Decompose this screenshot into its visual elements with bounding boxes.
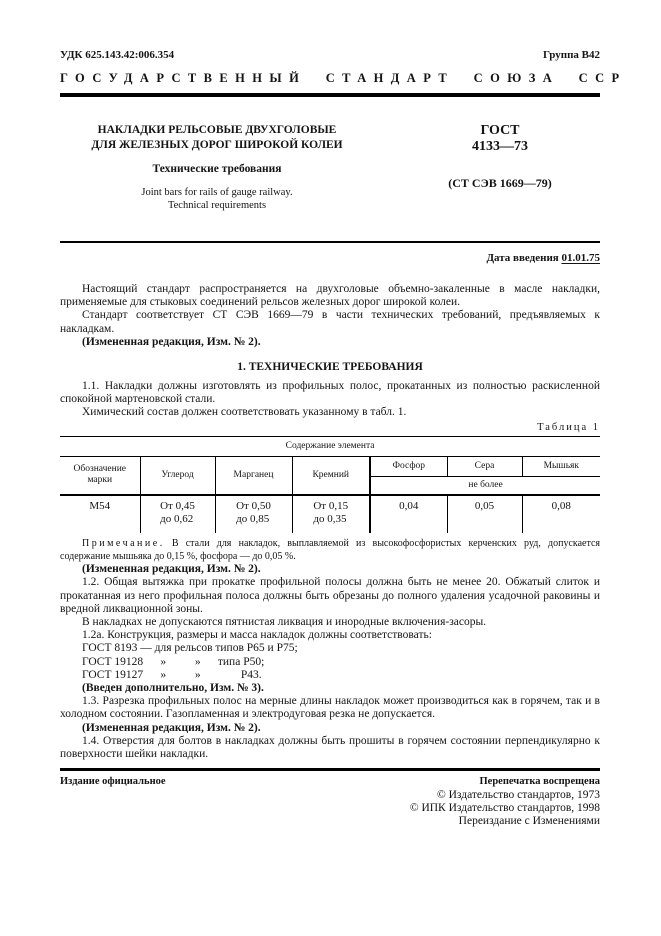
cell-silicon-from: От 0,15 [313, 500, 349, 513]
title-block [60, 123, 600, 241]
cell-carbon [140, 495, 215, 533]
footer-rule [60, 768, 600, 771]
cell-sulfur: 0,05 [447, 495, 522, 533]
addition-note: (Введен дополнительно, Изм. № 3). [82, 681, 264, 694]
gost-reference-3: ГОСТ 19127 » » Р43. [82, 668, 262, 681]
state-standard-header: ГОСУДАРСТВЕННЫЙ СТАНДАРТ СОЮЗА ССР [60, 71, 627, 85]
sev-reference: (СТ СЭВ 1669—79) [448, 176, 552, 190]
reprint-prohibited-label: Перепечатка воспрещена [479, 776, 600, 787]
table-note [60, 538, 600, 563]
official-edition-label: Издание официальное [60, 776, 166, 787]
cell-carbon-from: От 0,45 [160, 500, 195, 513]
intro-paragraph-2: Стандарт соответствует СТ СЭВ 1669—79 в части технических требований, предъявляемых к накладкам. [60, 309, 600, 335]
gost-reference-1: ГОСТ 8193 — для рельсов типов Р65 и Р75; [82, 642, 298, 655]
cell-manganese [215, 495, 292, 533]
standard-designation [400, 123, 600, 241]
note-text: В стали для накладок, выплавляемой из высокофосфористых керченских руд, допускается содержание мышьяка до 0,15 %, фосфора — до 0,05 %. [60, 538, 601, 562]
cell-manganese-to: до 0,85 [236, 513, 270, 526]
title-line-2: ДЛЯ ЖЕЛЕЗНЫХ ДОРОГ ШИРОКОЙ КОЛЕИ [91, 138, 343, 151]
cell-silicon [292, 495, 370, 533]
table-span-header: Содержание элемента [60, 436, 600, 456]
table-caption: Таблица 1 [537, 421, 600, 433]
page-content [60, 49, 627, 761]
note-label: Примечание. [82, 538, 165, 550]
copyright-block [60, 789, 600, 829]
clause-1-4: 1.4. Отверстия для болтов в накладках должны быть прошиты в горячем состоянии перпендикулярно к поверхности шейки накладки. [60, 734, 600, 760]
column-header-sulfur: Сера [447, 456, 522, 476]
header-rule [60, 93, 600, 97]
gost-label: ГОСТ [480, 123, 520, 138]
group-code: Группа В42 [542, 49, 600, 61]
clause-1-2-liquation: В накладках не допускаются пятнистая ликвация и инородные включения-засоры. [82, 615, 487, 628]
udk-code: УДК 625.143.42:006.354 [60, 49, 175, 61]
copyright-1998: © ИПК Издательство стандартов, 1998 [409, 802, 600, 815]
section-1-heading: 1. ТЕХНИЧЕСКИЕ ТРЕБОВАНИЯ [237, 361, 423, 374]
column-header-silicon: Кремний [292, 456, 370, 495]
document-title [62, 123, 372, 152]
cell-silicon-to: до 0,35 [313, 513, 347, 526]
effective-date-value: 01.01.75 [561, 252, 600, 264]
column-header-arsenic: Мышьяк [522, 456, 600, 476]
title-subtitle: Технические требования [152, 163, 282, 175]
intro-amendment-note: (Измененная редакция, Изм. № 2). [82, 335, 261, 348]
gost-reference-2: ГОСТ 19128 » » типа Р50; [82, 655, 265, 668]
not-more-subheader: не более [370, 476, 600, 495]
gost-number: 4133—73 [472, 138, 528, 154]
meta-row [60, 49, 600, 61]
title-line-1: НАКЛАДКИ РЕЛЬСОВЫЕ ДВУХГОЛОВЫЕ [97, 124, 337, 136]
title-english [62, 187, 372, 212]
column-header-phosphorus: Фосфор [370, 456, 447, 476]
clause-1-2a: 1.2а. Конструкция, размеры и масса накладок должны соответствовать: [82, 629, 432, 642]
column-header-carbon: Углерод [140, 456, 215, 495]
title-english-line-1: Joint bars for rails of gauge railway. [141, 187, 293, 198]
clause-1-1-chemical: Химический состав должен соответствовать указанному в табл. 1. [82, 406, 407, 419]
footer [60, 776, 600, 829]
amendment-note-1: (Измененная редакция, Изм. № 2). [82, 563, 261, 576]
amendment-note-2: (Измененная редакция, Изм. № 2). [82, 721, 261, 734]
chemical-composition-table [60, 436, 600, 534]
copyright-1973: © Издательство стандартов, 1973 [436, 789, 600, 801]
effective-date [60, 252, 600, 264]
cell-phosphorus: 0,04 [370, 495, 447, 533]
intro-block [60, 283, 600, 349]
column-header-manganese: Марганец [215, 456, 292, 495]
intro-paragraph-1: Настоящий стандарт распространяется на двухголовые объемно-закаленные в масле накладки, применяемые для стыковых соединений рельсов железных дорог широкой колеи. [60, 283, 600, 309]
column-header-mark: Обозначение марки [73, 464, 126, 486]
cell-carbon-to: до 0,62 [160, 513, 194, 526]
title-english-line-2: Technical requirements [167, 199, 267, 211]
reissue-note: Переиздание с Изменениями [458, 815, 600, 828]
effective-date-label: Дата введения [486, 252, 559, 264]
clause-1-1: 1.1. Накладки должны изготовлять из профильных полос, прокатанных из полностью раскисленной спокойной мартеновской стали. [60, 380, 600, 406]
clause-1-3: 1.3. Разрезка профильных полос на мерные длины накладок может производиться как в горячем, так и в холодном состоянии. Газопламенная и электродуговая резка не допускается. [60, 695, 600, 721]
clause-1-2: 1.2. Общая вытяжка при прокатке профильной полосы должна быть не менее 20. Обжатый слиток и прокатанная из него профильная полоса должны быть обрезаны до полного удаления усадочной раковины и вредной ликвационной зоны. [60, 576, 600, 615]
cell-mark: М54 [60, 495, 140, 533]
table-row [60, 495, 600, 533]
separator-rule [60, 241, 600, 243]
cell-manganese-from: От 0,50 [236, 500, 271, 513]
cell-arsenic: 0,08 [522, 495, 600, 533]
title-left [62, 123, 372, 241]
